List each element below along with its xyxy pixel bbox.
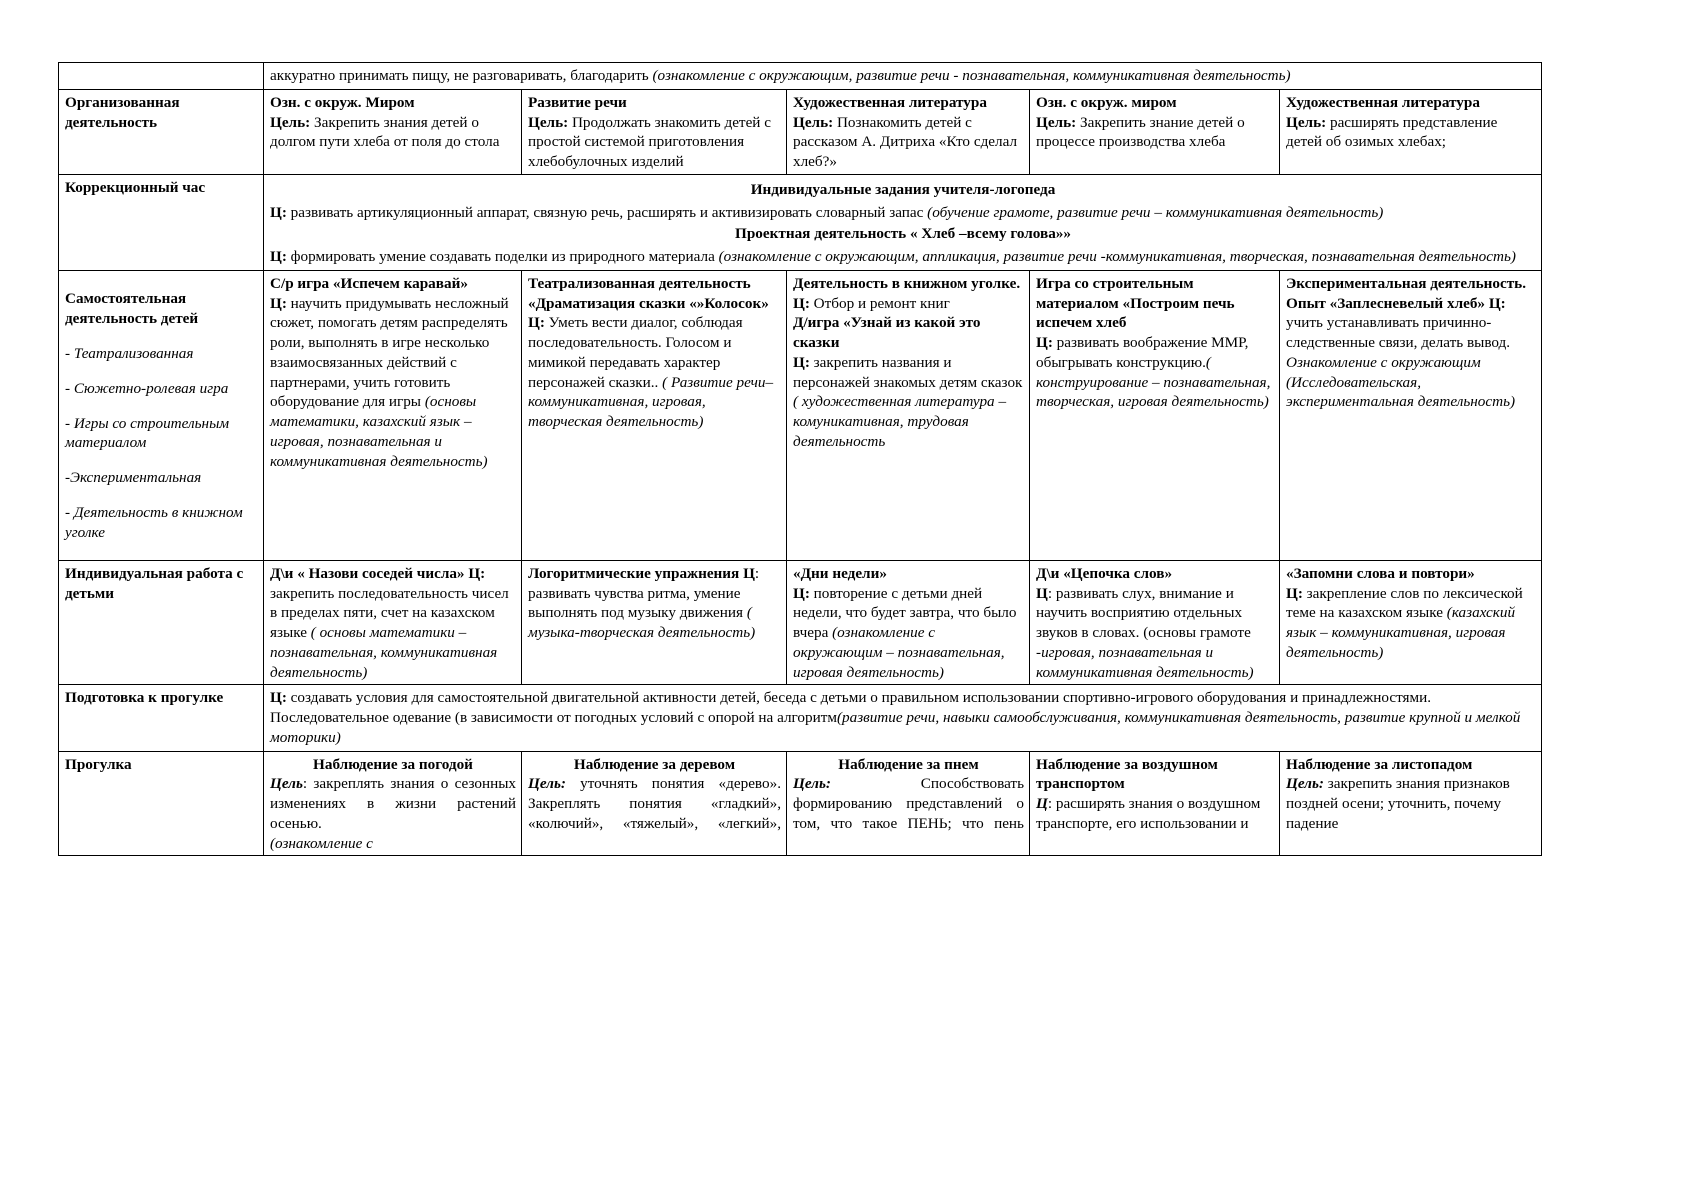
goal-text: создавать условия для самостоятельной двигательной активности детей, беседа с детьми о правильном использовании спортивно-игрового оборудования и принадлежностями. Последовательное одевание (в зависимости от погодных условий с опорой на алгоритм xyxy=(270,689,1432,727)
goal-label: Ц: xyxy=(528,314,545,332)
goal-label: Цель: xyxy=(793,775,831,793)
goal-italic: (ознакомление с окружающим – познавательная, игровая деятельность) xyxy=(793,624,1005,681)
row-label-walk: Прогулка xyxy=(59,751,264,856)
goal-text: уточнять понятия «дерево». Закреплять понятия «гладкий», «колючий», «тяжелый», «легкий», xyxy=(528,775,781,832)
goal-label: Цель: xyxy=(1286,775,1324,793)
goal-label: Цель: xyxy=(270,113,311,131)
cell-heading: Озн. с окруж. Миром xyxy=(270,93,415,111)
cell-independent-2 xyxy=(522,270,787,560)
goal-text: Познакомить детей с рассказом А. Дитриха «Кто сделал хлеб?» xyxy=(793,113,1018,170)
goal-text: Уметь вести диалог, соблюдая последовательность. Голосом и мимикой передавать характер персонажей сказки.. xyxy=(528,314,743,391)
row-label-independent-activity xyxy=(59,270,264,560)
cell-heading: Д\и « Назови соседей числа» xyxy=(270,564,465,582)
correction-goal-text-2: формировать умение создавать поделки из природного материала xyxy=(286,248,719,265)
goal-text: Закрепить знание детей о процессе производства хлеба xyxy=(1036,113,1245,151)
cell-walk-preparation-content xyxy=(264,685,1542,751)
goal-italic: (казахский язык – коммуникативная, игровая деятельность) xyxy=(1286,604,1516,661)
cell-correction-hour-content xyxy=(264,174,1542,270)
cell-heading: Деятельность в книжном уголке. xyxy=(793,274,1021,292)
goal-text: повторение с детьми дней недели, что будет завтра, что было вчера xyxy=(793,584,1017,642)
goal-italic: Ознакомление с окружающим (Исследовательская, экспериментальная деятельность) xyxy=(1286,353,1516,411)
goal-text: учить устанавливать причинно-следственные связи, делать вывод. xyxy=(1286,314,1511,351)
goal-text: научить придумывать несложный сюжет, помогать детям распределять роли, выполнять в игре несколько взаимосвязанных действий с партнерами, учить готовить оборудование для игры xyxy=(270,294,509,411)
daily-plan-table xyxy=(58,62,1542,856)
table-row-independent-activity xyxy=(59,270,1542,560)
cell-independent-3 xyxy=(787,270,1030,560)
cell-organized-1 xyxy=(264,89,522,174)
cell-heading: Художественная литература xyxy=(1286,93,1480,111)
goal-label: Цель: xyxy=(528,775,566,793)
goal-label: Цель: xyxy=(793,113,834,131)
goal-italic: ( основы математики – познавательная, коммуникативная деятельность) xyxy=(270,624,498,681)
goal-text: Отбор и ремонт книг xyxy=(809,294,950,312)
table-row-walk xyxy=(59,751,1542,856)
cell-heading: Наблюдение за пнем xyxy=(838,755,979,773)
cell-walk-3 xyxy=(787,751,1030,856)
goal-label: Ц: xyxy=(1286,584,1303,602)
table-row-walk-preparation xyxy=(59,685,1542,751)
cell-heading: Развитие речи xyxy=(528,93,627,111)
cell-individual-1 xyxy=(264,560,522,685)
cell-heading: Художественная литература xyxy=(793,93,987,111)
cell-individual-4 xyxy=(1030,560,1280,685)
goal-label: Ц: xyxy=(793,584,810,602)
correction-goal-italic-1: (обучение грамоте, развитие речи – коммуникативная деятельность) xyxy=(927,203,1384,221)
goal-label: Ц: xyxy=(270,689,287,707)
goal-label: Ц: xyxy=(793,294,810,312)
cell-heading: Наблюдение за листопадом xyxy=(1286,755,1473,773)
goal-italic: игровая, познавательная и коммуникативная деятельность) xyxy=(1036,643,1254,681)
cell-walk-4 xyxy=(1030,751,1280,856)
goal-italic: (развитие речи, навыки самообслуживания, коммуникативная деятельность, развитие крупной и мелкой моторики) xyxy=(270,709,1521,746)
row-label-item-2: - Игры со строительным материалом xyxy=(65,414,230,452)
goal-text: Способствовать формированию представлений о том, что такое ПЕНЬ; что пень xyxy=(793,775,1024,832)
row-label-walk-preparation: Подготовка к прогулке xyxy=(59,685,264,751)
goal-italic: ( конструирование – познавательная, творческая, игровая деятельность) xyxy=(1036,353,1271,411)
goal-italic: (ознакомление с xyxy=(270,834,373,852)
cell-heading: Логоритмические упражнения xyxy=(528,564,740,582)
goal-label-2: Ц: xyxy=(793,353,810,371)
goal-label: Цель: xyxy=(528,113,569,131)
cell-organized-3 xyxy=(787,89,1030,174)
cell-heading: Экспериментальная деятельность. Опыт «Заплесневелый хлеб» xyxy=(1286,274,1526,312)
table-row-individual-work xyxy=(59,560,1542,685)
table-row-top-continuation xyxy=(59,63,1542,90)
table-row-organized-activity xyxy=(59,89,1542,174)
goal-label: Ц: xyxy=(1036,334,1053,351)
goal-text: : закреплять знания о сезонных изменениях в жизни растений осенью. xyxy=(270,775,516,832)
cell-walk-2 xyxy=(522,751,787,856)
table-row-correction-hour xyxy=(59,174,1542,270)
row-label-item-4: - Деятельность в книжном уголке xyxy=(65,504,243,541)
cell-heading: Наблюдение за погодой xyxy=(313,755,473,773)
correction-goal-text-1: развивать артикуляционный аппарат, связную речь, расширять и активизировать словарный запас xyxy=(286,203,928,221)
goal-text-2: закрепить названия и персонажей знакомых детям сказок xyxy=(793,353,1023,391)
goal-text: : развивать чувства ритма, умение выполнять под музыку движения xyxy=(528,564,760,622)
goal-label: Цель: xyxy=(1286,113,1327,131)
goal-text: : расширять знания о воздушном транспорте, его использовании и xyxy=(1036,795,1261,832)
cell-independent-1 xyxy=(264,270,522,560)
cell-heading: Д\и «Цепочка слов» xyxy=(1036,564,1173,582)
goal-text: Продолжать знакомить детей с простой системой приготовления хлебобулочных изделий xyxy=(528,113,771,170)
cell-organized-2 xyxy=(522,89,787,174)
cell-independent-4 xyxy=(1030,270,1280,560)
cell-heading: «Дни недели» xyxy=(793,564,887,582)
row-label-individual-work: Индивидуальная работа с детьми xyxy=(59,560,264,685)
row-label-title: Самостоятельная деятельность детей xyxy=(65,289,199,327)
cell-independent-5 xyxy=(1280,270,1542,560)
row-label-empty xyxy=(59,63,264,90)
correction-goal-label-2: Ц: xyxy=(270,248,287,265)
goal-label: Ц: xyxy=(270,294,287,312)
goal-italic: ( музыка-творческая деятельность) xyxy=(528,604,756,642)
cell-heading: Театрализованная деятельность «Драматизация сказки «»Колосок» xyxy=(528,274,769,312)
goal-text: развивать воображение ММР, обыгрывать конструкцию. xyxy=(1036,334,1249,371)
row-label-item-1: - Сюжетно-ролевая игра xyxy=(65,379,229,397)
goal-label: Ц xyxy=(1036,584,1048,602)
cell-heading: «Запомни слова и повтори» xyxy=(1286,564,1475,582)
goal-label: Цель xyxy=(270,775,303,793)
continuation-text-cell xyxy=(264,63,1542,90)
cell-heading: Озн. с окруж. миром xyxy=(1036,93,1177,111)
cell-individual-5 xyxy=(1280,560,1542,685)
cell-individual-2 xyxy=(522,560,787,685)
cell-walk-1 xyxy=(264,751,522,856)
goal-text: закрепление слов по лексической теме на казахском языке xyxy=(1286,584,1523,622)
goal-label: Ц: xyxy=(1488,294,1506,312)
correction-title-1: Индивидуальные задания учителя-логопеда xyxy=(750,180,1056,198)
cell-heading: Игра со строительным материалом «Построим печь испечем хлеб xyxy=(1036,274,1235,332)
cell-heading: Наблюдение за воздушном транспортом xyxy=(1036,755,1218,793)
goal-text: закрепить знания признаков поздней осени; уточнить, почему падение xyxy=(1286,775,1510,832)
continuation-text: аккуратно принимать пищу, не разговаривать, благодарить xyxy=(270,67,653,84)
goal-label: Цель: xyxy=(1036,113,1077,131)
cell-individual-3 xyxy=(787,560,1030,685)
continuation-text-italic: (ознакомление с окружающим, развитие речи - познавательная, коммуникативная деятельность) xyxy=(652,67,1291,84)
goal-label: Ц xyxy=(739,564,755,582)
cell-heading: Наблюдение за деревом xyxy=(573,755,736,773)
row-label-organized-activity: Организованная деятельность xyxy=(59,89,264,174)
correction-goal-italic-2: (ознакомление с окружающим, аппликация, развитие речи -коммуникативная, творческая, познавательная деятельность) xyxy=(718,248,1516,265)
correction-title-2: Проектная деятельность « Хлеб –всему голова»» xyxy=(735,225,1071,243)
goal-label: Ц: xyxy=(464,564,486,582)
cell-organized-5 xyxy=(1280,89,1542,174)
goal-label: Ц xyxy=(1036,795,1048,813)
goal-italic: ( художественная литература – комуникативная, трудовая деятельность xyxy=(793,393,1007,450)
goal-italic: ( Развитие речи– коммуникативная, игровая, творческая деятельность) xyxy=(528,373,774,430)
goal-text: : развивать слух, внимание и научить восприятию отдельных звуков в словах. (основы грамоте - xyxy=(1036,584,1251,661)
row-label-correction-hour: Коррекционный час xyxy=(59,174,264,270)
cell-heading: С/р игра «Испечем каравай» xyxy=(270,274,468,292)
row-label-item-0: - Театрализованная xyxy=(65,344,194,362)
goal-text: закрепить последовательность чисел в пределах пяти, счет на казахском языке xyxy=(270,584,509,642)
cell-heading-2: Д/игра «Узнай из какой это сказки xyxy=(793,314,981,351)
row-label-item-3: -Экспериментальная xyxy=(65,469,202,487)
cell-walk-5 xyxy=(1280,751,1542,856)
correction-goal-label-1: Ц: xyxy=(270,203,287,221)
goal-text: расширять представление детей об озимых хлебах; xyxy=(1286,113,1498,151)
goal-italic: (основы математики, казахский язык – игровая, познавательная и коммуникативная деятельность) xyxy=(270,393,488,470)
cell-organized-4 xyxy=(1030,89,1280,174)
goal-text: Закрепить знания детей о долгом пути хлеба от поля до стола xyxy=(270,113,500,151)
